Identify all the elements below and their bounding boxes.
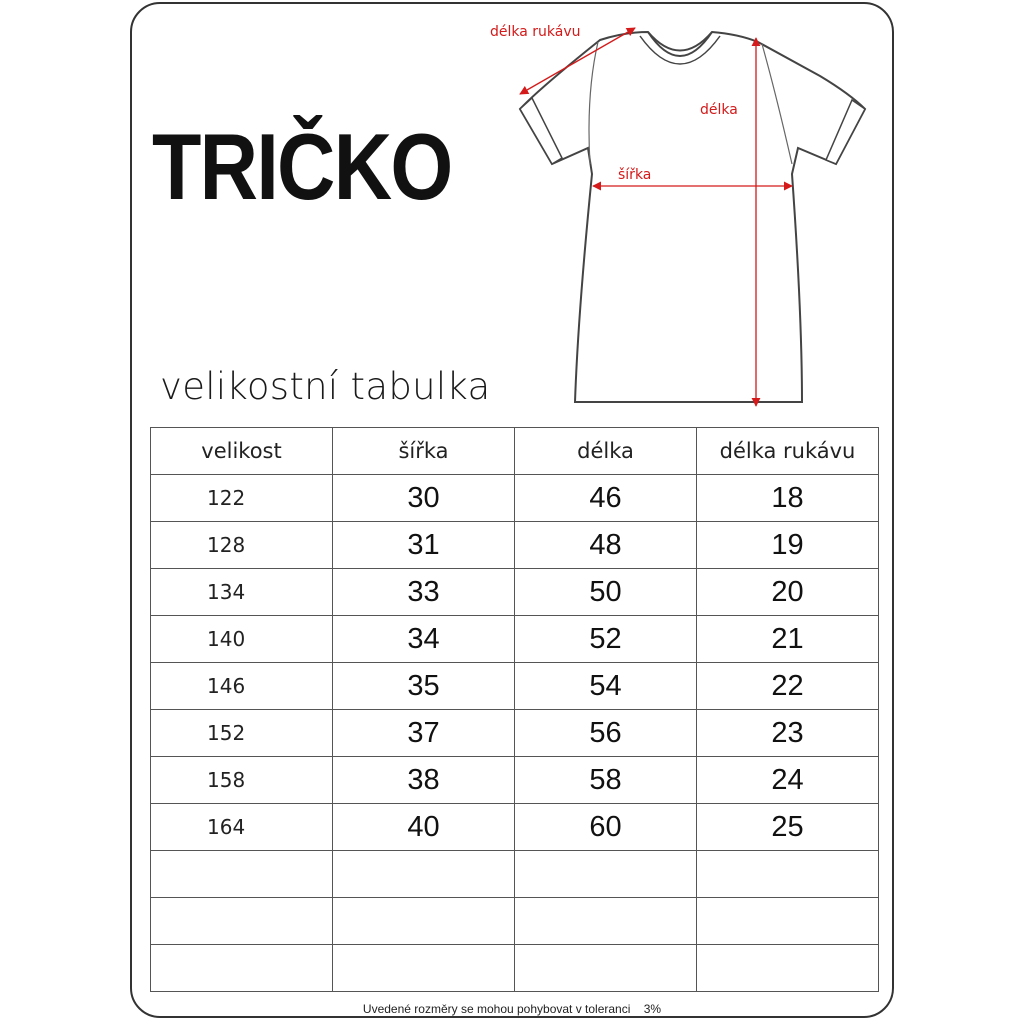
size-cell: 164 — [151, 804, 333, 851]
empty-table-row — [151, 851, 879, 898]
width-cell: 35 — [333, 663, 515, 710]
length-cell: 56 — [515, 710, 697, 757]
size-cell: 122 — [151, 475, 333, 522]
width-cell: 31 — [333, 522, 515, 569]
table-row — [151, 663, 879, 710]
length-cell: 46 — [515, 475, 697, 522]
empty-cell — [697, 851, 879, 898]
length-cell: 54 — [515, 663, 697, 710]
sleeve-length-cell: 18 — [697, 475, 879, 522]
size-cell: 158 — [151, 757, 333, 804]
empty-cell — [515, 851, 697, 898]
sleeve-length-label: délka rukávu — [490, 24, 581, 40]
empty-table-row — [151, 945, 879, 992]
length-cell: 60 — [515, 804, 697, 851]
length-cell: 52 — [515, 616, 697, 663]
table-row — [151, 522, 879, 569]
sleeve-length-cell: 23 — [697, 710, 879, 757]
width-cell: 38 — [333, 757, 515, 804]
size-cell: 152 — [151, 710, 333, 757]
width-cell: 37 — [333, 710, 515, 757]
table-row — [151, 804, 879, 851]
width-label: šířka — [618, 167, 652, 183]
sleeve-length-cell: 24 — [697, 757, 879, 804]
table-row — [151, 757, 879, 804]
sleeve-length-cell: 22 — [697, 663, 879, 710]
empty-cell — [151, 898, 333, 945]
sleeve-length-cell: 21 — [697, 616, 879, 663]
table-row — [151, 475, 879, 522]
empty-cell — [515, 945, 697, 992]
length-cell: 48 — [515, 522, 697, 569]
length-cell: 50 — [515, 569, 697, 616]
empty-table-row — [151, 898, 879, 945]
header-sleeve-length: délka rukávu — [697, 428, 879, 475]
table-header-row — [151, 428, 879, 475]
empty-cell — [515, 898, 697, 945]
width-cell: 40 — [333, 804, 515, 851]
size-table — [150, 427, 879, 992]
table-row — [151, 569, 879, 616]
table-row — [151, 710, 879, 757]
empty-cell — [333, 851, 515, 898]
tshirt-outline — [520, 32, 865, 402]
size-cell: 128 — [151, 522, 333, 569]
empty-cell — [697, 945, 879, 992]
sleeve-length-cell: 19 — [697, 522, 879, 569]
subtitle: velikostní tabulka — [160, 365, 491, 408]
empty-cell — [333, 898, 515, 945]
empty-cell — [697, 898, 879, 945]
size-table-body — [151, 475, 879, 992]
tolerance-note: Uvedené rozměry se mohou pohybovat v toleranci 3% — [362, 1002, 662, 1016]
size-cell: 140 — [151, 616, 333, 663]
sleeve-length-cell: 25 — [697, 804, 879, 851]
length-cell: 58 — [515, 757, 697, 804]
size-cell: 146 — [151, 663, 333, 710]
tshirt-diagram — [480, 14, 880, 414]
length-label: délka — [700, 102, 738, 118]
size-cell: 134 — [151, 569, 333, 616]
header-length: délka — [515, 428, 697, 475]
width-cell: 30 — [333, 475, 515, 522]
width-cell: 33 — [333, 569, 515, 616]
sleeve-length-cell: 20 — [697, 569, 879, 616]
width-cell: 34 — [333, 616, 515, 663]
empty-cell — [333, 945, 515, 992]
page-title: TRIČKO — [152, 114, 452, 219]
header-size: velikost — [151, 428, 333, 475]
empty-cell — [151, 851, 333, 898]
empty-cell — [151, 945, 333, 992]
table-row — [151, 616, 879, 663]
header-width: šířka — [333, 428, 515, 475]
